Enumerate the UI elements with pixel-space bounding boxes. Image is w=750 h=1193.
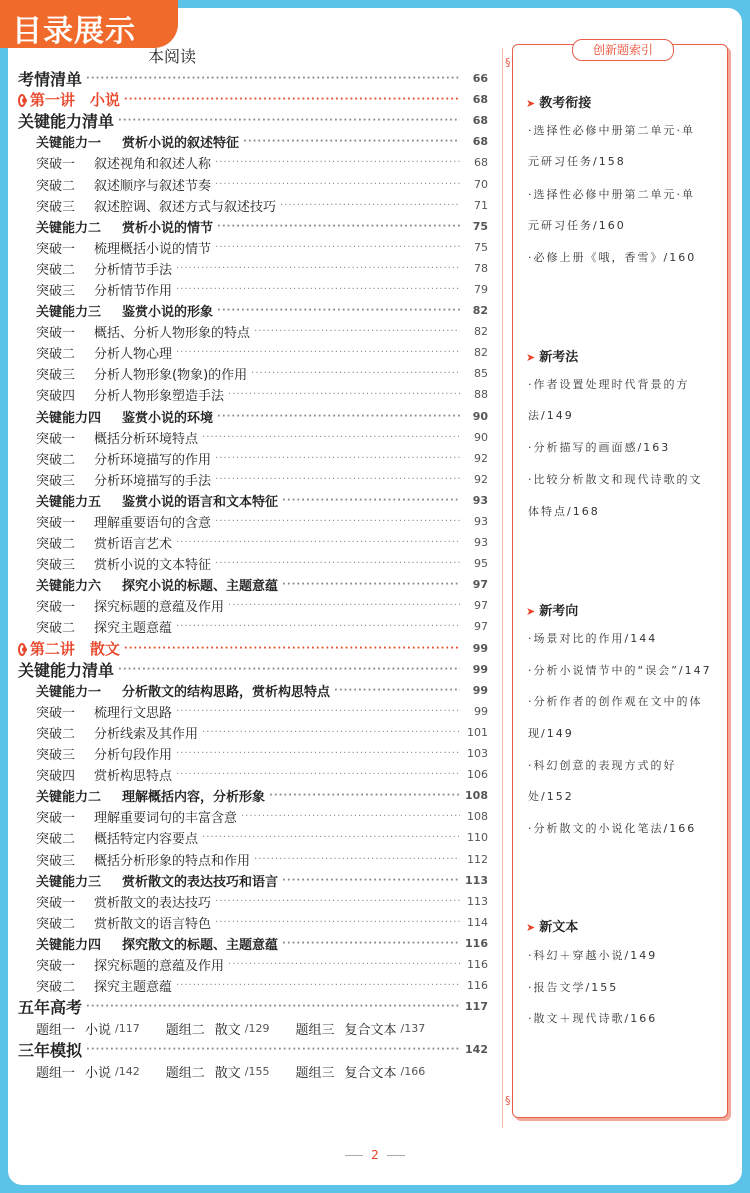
toc-entry[interactable]: 五年高考 ····· 117 (18, 996, 488, 1017)
toc-entry[interactable]: 考情清单 ····· 66 (18, 68, 488, 89)
panel-item: ·科幻创意的表现方式的好 (528, 759, 677, 772)
panel-item: ·选择性必修中册第二单元·单 (528, 188, 695, 201)
arrow-icon: ➤ (526, 97, 536, 110)
toc-breakthrough[interactable]: 突破三 赏析小说的文本特征 ····· 95 (18, 553, 488, 574)
toc-breakthrough[interactable]: 突破二 赏析散文的语言特色 ····· 114 (18, 912, 488, 933)
toc-breakthrough[interactable]: 突破四 分析人物形象塑造手法 ····· 88 (18, 384, 488, 405)
toc-breakthrough[interactable]: 突破一 探究标题的意蕴及作用 ····· 97 (18, 595, 488, 616)
panel-item: 处/152 (528, 790, 574, 803)
toc-breakthrough[interactable]: 突破三 叙述腔调、叙述方式与叙述技巧 ····· 71 (18, 195, 488, 216)
arrow-icon: ➤ (526, 921, 536, 934)
toc-lecture[interactable]: 第一讲 小说 ····· 68 (18, 89, 488, 110)
panel-item: ·科幻＋穿越小说/149 (528, 949, 658, 962)
question-group-row: 题组一 小说 /117 题组二 散文 /129 题组三 复合文本 /137 (36, 1021, 426, 1038)
panel-item: ·场景对比的作用/144 (528, 632, 658, 645)
toc-ability[interactable]: 关键能力一 赏析小说的叙述特征 ····· 68 (18, 131, 488, 152)
panel-category: ➤ 新考法 (526, 350, 579, 365)
toc-ability[interactable]: 关键能力五 鉴赏小说的语言和文本特征 ····· 93 (18, 490, 488, 511)
panel-title: 创新题索引 (572, 39, 674, 61)
panel-item: 元研习任务/158 (528, 155, 626, 168)
panel-category: ➤ 新考向 (526, 604, 579, 619)
toc-breakthrough[interactable]: 突破一 概括、分析人物形象的特点 ····· 82 (18, 321, 488, 342)
page-number: 2 (371, 1148, 379, 1162)
toc-breakthrough[interactable]: 突破一 赏析散文的表达技巧 ····· 113 (18, 891, 488, 912)
toc-breakthrough[interactable]: 突破一 理解重要词句的丰富含意 ····· 108 (18, 806, 488, 827)
toc-breakthrough[interactable]: 突破二 分析线索及其作用 ····· 101 (18, 722, 488, 743)
toc-breakthrough[interactable]: 突破一 梳理概括小说的情节 ····· 75 (18, 237, 488, 258)
toc-breakthrough[interactable]: 突破一 叙述视角和叙述人称 ····· 68 (18, 152, 488, 173)
panel-category: ➤ 新文本 (526, 920, 579, 935)
panel-item: ·分析小说情节中的“误会”/147 (528, 664, 712, 677)
panel-item: ·选择性必修中册第二单元·单 (528, 124, 695, 137)
toc-lecture[interactable]: 第二讲 散文 ····· 99 (18, 638, 488, 659)
lecture-icon (18, 94, 26, 107)
toc-breakthrough[interactable]: 突破四 赏析构思特点 ····· 106 (18, 764, 488, 785)
panel-item: ·报告文学/155 (528, 981, 619, 994)
toc-breakthrough[interactable]: 突破三 分析人物形象(物象)的作用 ····· 85 (18, 363, 488, 384)
toc-ability[interactable]: 关键能力三 赏析散文的表达技巧和语言 ····· 113 (18, 870, 488, 891)
question-group-row: 题组一 小说 /142 题组二 散文 /155 题组三 复合文本 /166 (36, 1064, 426, 1081)
curl-ornament-icon: § (505, 56, 511, 69)
panel-item: ·必修上册《哦，香雪》/160 (528, 251, 697, 264)
arrow-icon: ➤ (526, 605, 536, 618)
toc-breakthrough[interactable]: 突破三 概括分析形象的特点和作用 ····· 112 (18, 848, 488, 869)
toc-breakthrough[interactable]: 突破二 探究主题意蕴 ····· 97 (18, 616, 488, 637)
panel-category: ➤ 教考衔接 (526, 96, 592, 111)
toc-ability[interactable]: 关键能力四 探究散文的标题、主题意蕴 ····· 116 (18, 933, 488, 954)
toc-breakthrough[interactable]: 突破一 理解重要语句的含意 ····· 93 (18, 511, 488, 532)
arrow-icon: ➤ (526, 351, 536, 364)
toc-ability[interactable]: 关键能力六 探究小说的标题、主题意蕴 ····· 97 (18, 574, 488, 595)
toc-breakthrough[interactable]: 突破二 叙述顺序与叙述节奏 ····· 70 (18, 173, 488, 194)
toc-entry[interactable]: 关键能力清单 ····· 68 (18, 110, 488, 131)
toc-breakthrough[interactable]: 突破一 概括分析环境特点 ····· 90 (18, 427, 488, 448)
lecture-icon (18, 643, 26, 656)
toc-breakthrough[interactable]: 突破二 探究主题意蕴 ····· 116 (18, 975, 488, 996)
toc-entry[interactable]: 关键能力清单 ····· 99 (18, 659, 488, 680)
toc-breakthrough[interactable]: 突破二 概括特定内容要点 ····· 110 (18, 827, 488, 848)
toc-breakthrough[interactable]: 突破三 分析句段作用 ····· 103 (18, 743, 488, 764)
banner-title: 目录展示 (12, 14, 136, 49)
toc-breakthrough[interactable]: 突破二 分析人物心理 ····· 82 (18, 342, 488, 363)
panel-item: ·散文＋现代诗歌/166 (528, 1012, 658, 1025)
toc-breakthrough[interactable]: 突破二 分析情节手法 ····· 78 (18, 258, 488, 279)
catalog-banner (0, 0, 178, 48)
panel-item: ·分析作者的创作观在文中的体 (528, 695, 703, 708)
toc-breakthrough[interactable]: 突破三 分析环境描写的手法 ····· 92 (18, 469, 488, 490)
toc-breakthrough[interactable]: 突破三 分析情节作用 ····· 79 (18, 279, 488, 300)
section-heading: 本阅读 (148, 47, 197, 66)
panel-item: ·作者设置处理时代背景的方 (528, 378, 690, 391)
panel-item: 体特点/168 (528, 505, 600, 518)
panel-item: ·分析描写的画面感/163 (528, 441, 671, 454)
toc-ability[interactable]: 关键能力二 赏析小说的情节 ····· 75 (18, 216, 488, 237)
panel-item: 法/149 (528, 409, 574, 422)
panel-item: ·分析散文的小说化笔法/166 (528, 822, 697, 835)
toc-breakthrough[interactable]: 突破一 梳理行文思路 ····· 99 (18, 701, 488, 722)
table-of-contents (18, 68, 488, 1082)
panel-item: 元研习任务/160 (528, 219, 626, 232)
column-divider (502, 48, 503, 1128)
toc-breakthrough[interactable]: 突破一 探究标题的意蕴及作用 ····· 116 (18, 954, 488, 975)
toc-breakthrough[interactable]: 突破二 分析环境描写的作用 ····· 92 (18, 448, 488, 469)
toc-ability[interactable]: 关键能力二 理解概括内容，分析形象 ····· 108 (18, 785, 488, 806)
panel-item: ·比较分析散文和现代诗歌的文 (528, 473, 703, 486)
curl-ornament-icon: § (505, 1094, 511, 1107)
toc-ability[interactable]: 关键能力三 鉴赏小说的形象 ····· 82 (18, 300, 488, 321)
panel-item: 现/149 (528, 727, 574, 740)
toc-breakthrough[interactable]: 突破二 赏析语言艺术 ····· 93 (18, 532, 488, 553)
page-footer (0, 1148, 750, 1162)
toc-ability[interactable]: 关键能力一 分析散文的结构思路，赏析构思特点 ····· 99 (18, 680, 488, 701)
toc-ability[interactable]: 关键能力四 鉴赏小说的环境 ····· 90 (18, 406, 488, 427)
toc-entry[interactable]: 三年模拟 ····· 142 (18, 1039, 488, 1060)
